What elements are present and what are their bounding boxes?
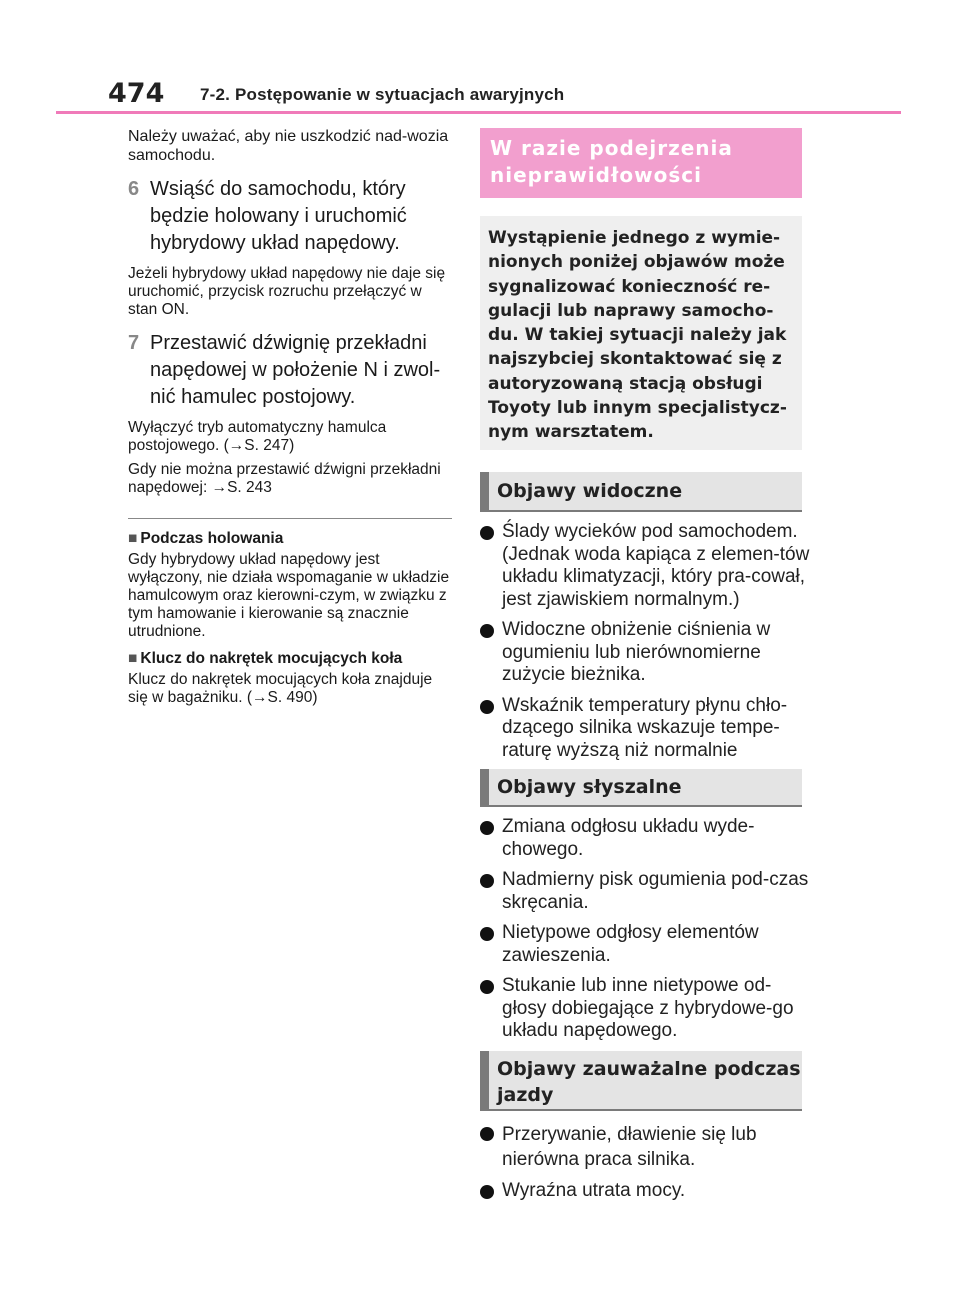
list-item: Przerywanie, dławienie się lub nierówna praca silnika. [480, 1122, 810, 1172]
section-banner: W razie podejrzenia nieprawidłowości [480, 128, 802, 198]
subsection-title-text: Klucz do nakrętek mocujących koła [140, 650, 403, 667]
list-item: Wyraźna utrata mocy. [480, 1180, 810, 1203]
list-item: Nadmierny pisk ogumienia pod-czas skręcania. [480, 869, 810, 914]
subsection-title-wrench [128, 649, 452, 668]
bullet-dot-icon [480, 1185, 494, 1199]
list-item: Widoczne obniżenie ciśnienia w ogumieniu lub nierównomierne zużycie bieżnika. [480, 619, 810, 687]
bullet-dot-icon [480, 526, 494, 540]
bullet-dot-icon [480, 624, 494, 638]
header-rule [56, 111, 901, 114]
bullet-dot-icon [480, 927, 494, 941]
warning-box: Wystąpienie jednego z wymie-nionych poniżej objawów może sygnalizować konieczność re-gulacji lub naprawy samocho-du. W takiej sytuacji należy jak najszybciej skontaktować się z autoryzowaną stacją obsługi Toyoty lub innym specjalistycz-nym warsztatem. [480, 216, 802, 450]
left-column [128, 127, 452, 707]
square-bullet-icon: ■ [128, 650, 138, 667]
subsection-title-text: Podczas holowania [140, 530, 284, 547]
step-number: 7 [128, 332, 140, 354]
list-item: Wskaźnik temperatury płynu chło-dzącego silnika wskazuje tempe-raturę wyższą niż normalnie [480, 695, 810, 763]
step-text: Wsiąść do samochodu, który będzie holowany i uruchomić hybrydowy układ napędowy. [150, 178, 407, 254]
list-item: Nietypowe odgłosy elementów zawieszenia. [480, 922, 810, 967]
section-divider [128, 518, 452, 519]
subsection-body: Klucz do nakrętek mocujących koła znajduje się w bagażniku. (→S. 490) [128, 671, 433, 706]
bullet-list-visible [480, 521, 810, 770]
step-text: Przestawić dźwignię przekładni napędowej w położenie N i zwol-nić hamulec postojowy. [150, 332, 441, 408]
square-bullet-icon: ■ [128, 530, 138, 547]
bullet-list-driving [480, 1122, 810, 1211]
bullet-dot-icon [480, 1127, 494, 1141]
intro-text: Należy uważać, aby nie uszkodzić nad-wozia samochodu. [128, 128, 449, 164]
bullet-dot-icon [480, 821, 494, 835]
list-item: Stukanie lub inne nietypowe od-głosy dobiegające z hybrydowe-go układu napędowego. [480, 975, 810, 1043]
step-number: 6 [128, 178, 140, 200]
bullet-dot-icon [480, 700, 494, 714]
step-note: Gdy nie można przestawić dźwigni przekładni napędowej: →S. 243 [128, 461, 441, 496]
chapter-title: 7-2. Postępowanie w sytuacjach awaryjnych [200, 85, 565, 104]
section-heading-visible: Objawy widoczne [480, 472, 802, 512]
list-item: Zmiana odgłosu układu wyde-chowego. [480, 816, 810, 861]
section-heading-audible: Objawy słyszalne [480, 769, 802, 807]
subsection-body: Gdy hybrydowy układ napędowy jest wyłączony, nie działa wspomaganie w układzie hamulcowym oraz kierowni-czym, w związku z tym hamowanie i kierowanie są znacznie utrudnione. [128, 551, 450, 640]
bullet-list-audible [480, 816, 810, 1051]
bullet-dot-icon [480, 874, 494, 888]
step-note: Wyłączyć tryb automatyczny hamulca postojowego. (→S. 247) [128, 419, 387, 454]
list-item: Ślady wycieków pod samochodem. (Jednak woda kapiąca z elemen-tów układu klimatyzacji, który pra-cował, jest zjawiskiem normalnym.) [480, 521, 810, 611]
bullet-dot-icon [480, 980, 494, 994]
step-6 [128, 176, 452, 257]
page-number: 474 [108, 78, 165, 109]
subsection-title-towing [128, 529, 452, 548]
step-7 [128, 330, 452, 411]
step-note: Jeżeli hybrydowy układ napędowy nie daje się uruchomić, przycisk rozruchu przełączyć w stan ON. [128, 265, 446, 318]
section-heading-driving: Objawy zauważalne podczas jazdy [480, 1051, 802, 1111]
